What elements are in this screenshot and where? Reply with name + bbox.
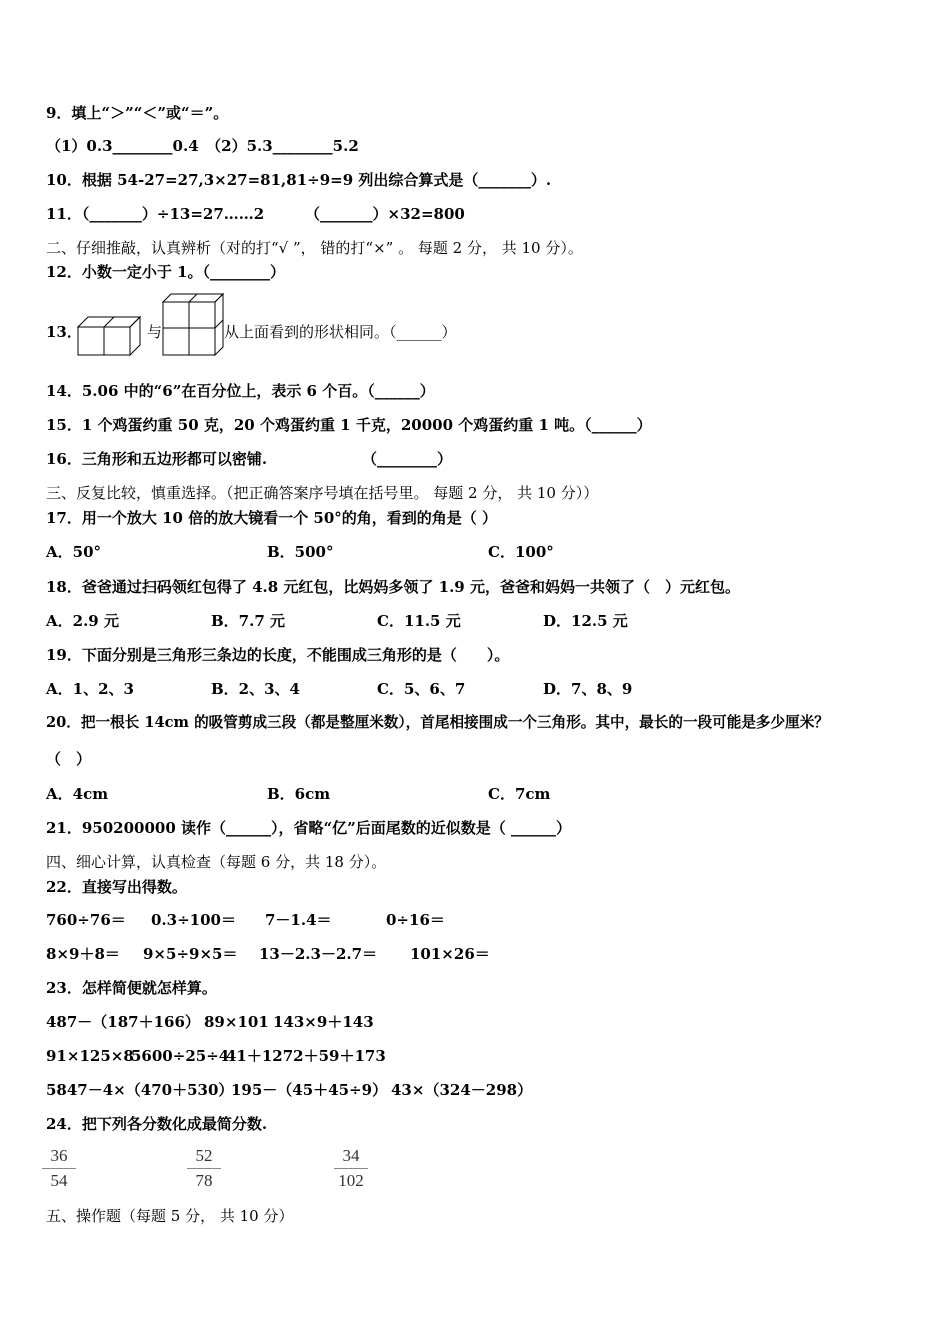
q20-paren: （ ） (46, 750, 92, 768)
q23-item: 195－（45＋45÷9） (231, 1081, 388, 1099)
q20-option-b: B．6cm (267, 785, 331, 803)
q19-option-b: B．2、3、4 (211, 680, 300, 698)
q22-item: 760÷76＝ (46, 911, 126, 929)
q11-b: （_______）×32=800 (305, 205, 465, 223)
q14: 14．5.06 中的“6”在百分位上，表示 6 个百。（______） (46, 382, 435, 400)
q17-option-b: B．500° (267, 543, 334, 561)
q15: 15．1 个鸡蛋约重 50 克，20 个鸡蛋约重 1 千克，20000 个鸡蛋约重 1 吨。（______） (46, 416, 652, 434)
q11-a: 11．（_______）÷13=27……2 (46, 205, 265, 223)
q22-item: 0.3÷100＝ (151, 911, 236, 929)
q20-stem: 20．把一根长 14cm 的吸管剪成三段（都是整厘米数），首尾相接围成一个三角形。其中，最长的一段可能是多少厘米？ (46, 714, 829, 731)
section-2-heading: 二、仔细推敲，认真辨析（对的打“√ ”， 错的打“×” 。 每题 2 分， 共 10 分）。 (46, 239, 583, 257)
fraction (42, 1145, 76, 1192)
fraction (334, 1145, 368, 1192)
q19-option-c: C．5、6、7 (377, 680, 466, 698)
q22-item: 8×9＋8＝ (46, 945, 120, 963)
q22-item: 7－1.4＝ (265, 911, 332, 929)
q20-option-c: C．7cm (488, 785, 551, 803)
q23-item: 487－（187＋166） (46, 1013, 200, 1031)
q22-stem: 22．直接写出得数。 (46, 878, 187, 896)
q17-option-c: C．100° (488, 543, 554, 561)
q23-item: 5600÷25÷4 (131, 1047, 230, 1065)
q20-option-a: A．4cm (46, 785, 109, 803)
q10: 10．根据 54-27=27,3×27=81,81÷9=9 列出综合算式是（_______）. (46, 171, 552, 189)
section-5-heading: 五、操作题（每题 5 分， 共 10 分） (46, 1207, 294, 1225)
fraction-denominator: 102 (338, 1171, 364, 1190)
fraction-numerator: 34 (342, 1146, 360, 1165)
q18-option-c: C．11.5 元 (377, 612, 461, 630)
q22-item: 0÷16＝ (386, 911, 445, 929)
q21: 21．950200000 读作（______），省略“亿”后面尾数的近似数是（ ______） (46, 819, 572, 837)
q12: 12．小数一定小于 1。（________） (46, 263, 286, 281)
fraction-bar (187, 1168, 221, 1169)
fraction (187, 1145, 221, 1192)
section-4-heading: 四、细心计算，认真检查（每题 6 分，共 18 分）。 (46, 853, 387, 871)
q22-item: 13－2.3－2.7＝ (259, 945, 378, 963)
fraction-denominator: 78 (195, 1171, 213, 1190)
q13-text: 从上面看到的形状相同。（______） (224, 323, 457, 341)
q18-option-a: A．2.9 元 (46, 612, 119, 630)
q23-item: 91×125×8 (46, 1047, 134, 1065)
q16-text: 16．三角形和五边形都可以密铺. (46, 450, 268, 468)
q23-stem: 23．怎样简便就怎样算。 (46, 979, 217, 997)
q23-item: 41＋1272＋59＋173 (226, 1047, 386, 1065)
cube-figure-a-icon (77, 308, 141, 356)
q23-item: 89×101 (204, 1013, 269, 1031)
cube-figure-b-icon (162, 293, 225, 356)
q19-option-a: A．1、2、3 (46, 680, 134, 698)
q17-stem: 17．用一个放大 10 倍的放大镜看一个 50°的角，看到的角是（ ） (46, 509, 498, 527)
q22-item: 101×26＝ (410, 945, 490, 963)
q23-item: 43×（324－298） (391, 1081, 533, 1099)
q18-option-d: D．12.5 元 (543, 612, 628, 630)
fraction-numerator: 52 (195, 1146, 213, 1165)
fraction-numerator: 36 (50, 1146, 68, 1165)
q9-body: （1）0.3________0.4 （2）5.3________5.2 (46, 137, 359, 155)
q17-option-a: A．50° (46, 543, 102, 561)
fraction-bar (334, 1168, 368, 1169)
q18-option-b: B．7.7 元 (211, 612, 285, 630)
section-3-heading: 三、反复比较，慎重选择。（把正确答案序号填在括号里。 每题 2 分， 共 10 分）） (46, 484, 599, 502)
q23-item: 5847－4×（470＋530） (46, 1081, 234, 1099)
q16-blank: （________） (362, 450, 453, 468)
fraction-denominator: 54 (50, 1171, 68, 1190)
q18-stem: 18．爸爸通过扫码领红包得了 4.8 元红包，比妈妈多领了 1.9 元，爸爸和妈妈一共领了（ ）元红包。 (46, 578, 740, 596)
q24-stem: 24．把下列各分数化成最简分数. (46, 1115, 268, 1133)
fraction-bar (42, 1168, 76, 1169)
q19-stem: 19．下面分别是三角形三条边的长度，不能围成三角形的是（ ）。 (46, 646, 510, 664)
q13-number: 13． (46, 323, 82, 341)
q9-title: 9．填上“＞”“＜”或“＝”。 (46, 104, 229, 122)
q19-option-d: D．7、8、9 (543, 680, 633, 698)
q13-connector: 与 (147, 323, 163, 341)
q22-item: 9×5÷9×5＝ (143, 945, 238, 963)
q23-item: 143×9＋143 (273, 1013, 374, 1031)
